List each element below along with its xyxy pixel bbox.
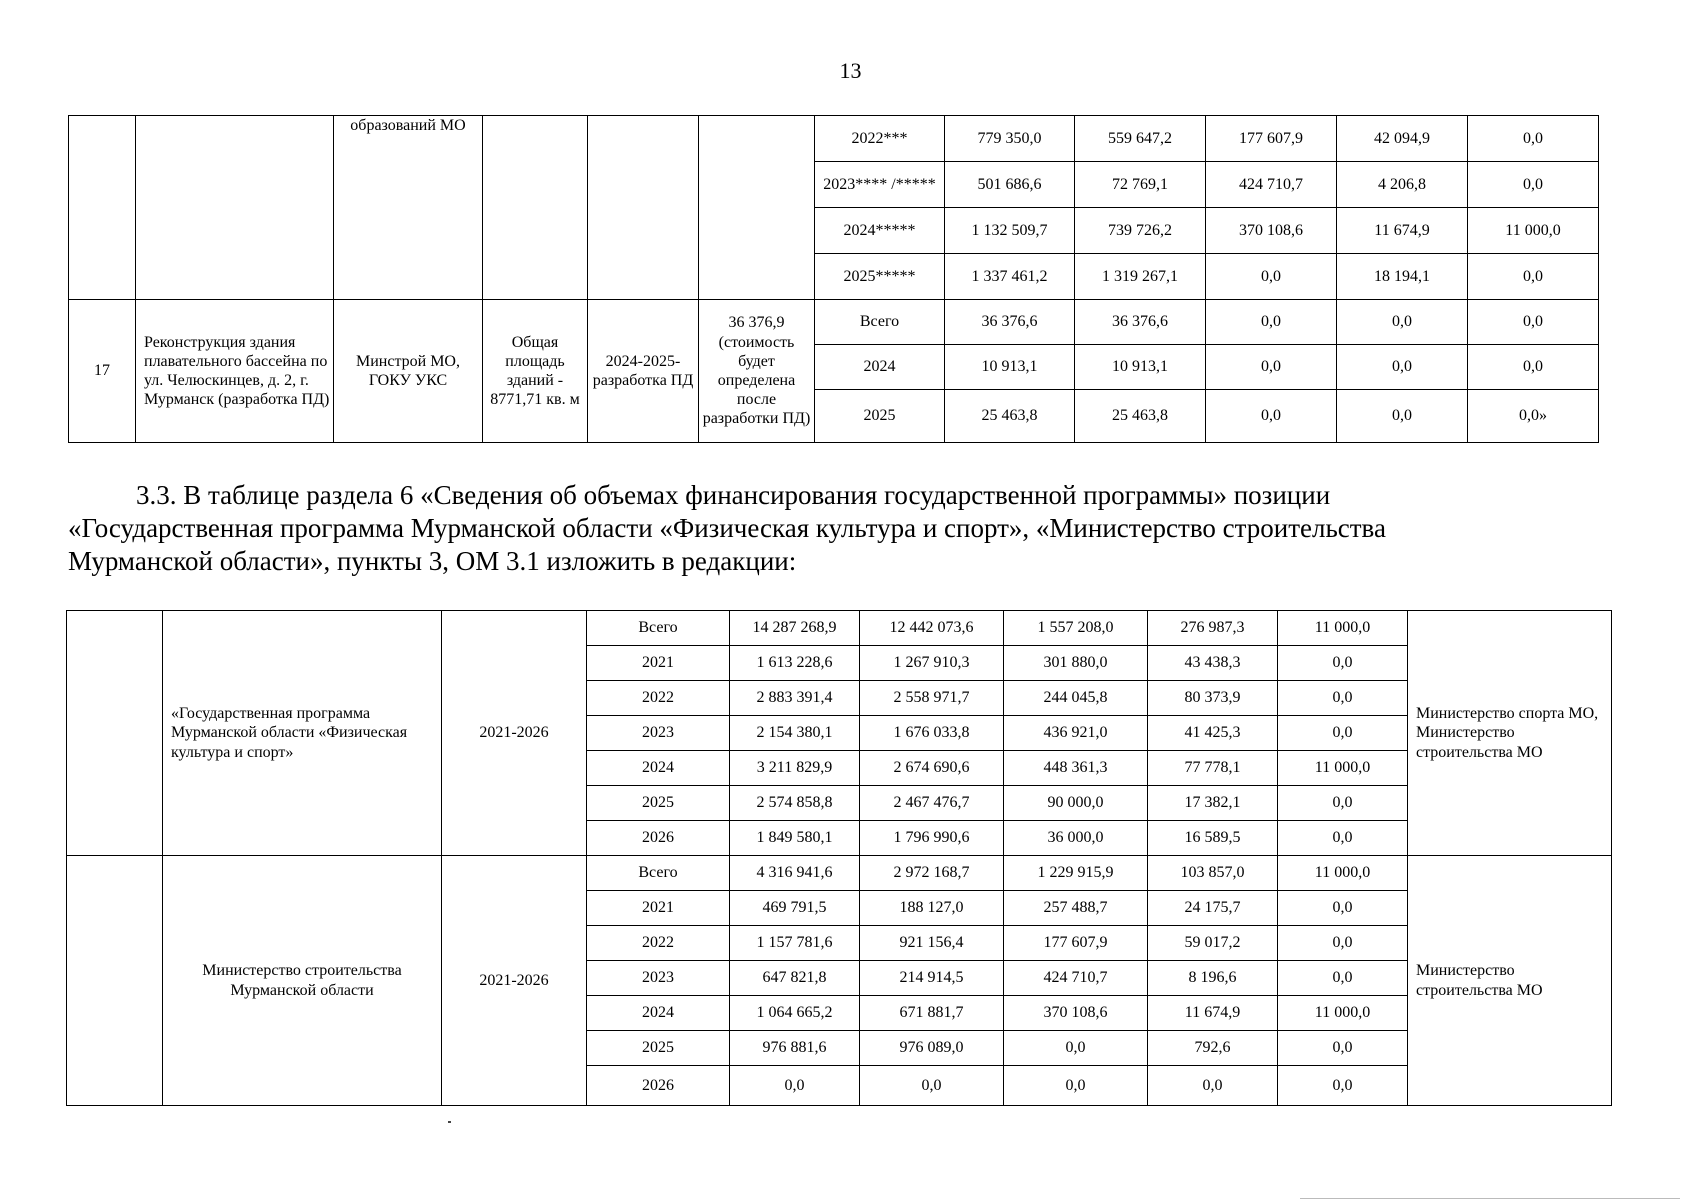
value-cell: 80 373,9 (1148, 681, 1278, 716)
total-cell: 1 157 781,6 (730, 926, 860, 961)
value-cell: 41 425,3 (1148, 716, 1278, 751)
total-cell: 3 211 829,9 (730, 751, 860, 786)
value-cell: 0,0 (860, 1066, 1004, 1106)
value-cell: 42 094,9 (1337, 116, 1468, 162)
value-cell: 24 175,7 (1148, 891, 1278, 926)
value-cell: 436 921,0 (1004, 716, 1148, 751)
value-cell: 11 000,0 (1278, 856, 1408, 891)
value-cell: 18 194,1 (1337, 254, 1468, 300)
value-cell: 177 607,9 (1004, 926, 1148, 961)
value-cell: 976 089,0 (860, 1031, 1004, 1066)
value-cell: 257 488,7 (1004, 891, 1148, 926)
value-cell: 792,6 (1148, 1031, 1278, 1066)
value-cell: 1 796 990,6 (860, 821, 1004, 856)
year-cell: 2026 (587, 821, 730, 856)
value-cell: 177 607,9 (1206, 116, 1337, 162)
year-cell: 2025***** (815, 254, 945, 300)
value-cell: 11 000,0 (1468, 208, 1599, 254)
object-cost: 36 376,9 (стоимость будет определена после разработки ПД) (699, 300, 815, 443)
cost-cell (699, 116, 815, 300)
value-cell: 0,0 (1278, 716, 1408, 751)
value-cell: 0,0 (1278, 926, 1408, 961)
value-cell: 0,0 (1337, 300, 1468, 345)
value-cell: 424 710,7 (1004, 961, 1148, 996)
value-cell: 0,0 (1468, 116, 1599, 162)
amendment-paragraph (68, 479, 1609, 578)
value-cell: 0,0 (1337, 345, 1468, 390)
total-cell: 10 913,1 (945, 345, 1075, 390)
year-cell: 2024 (815, 345, 945, 390)
num-cell (67, 611, 163, 856)
value-cell: 17 382,1 (1148, 786, 1278, 821)
year-cell: 2021 (587, 646, 730, 681)
value-cell: 739 726,2 (1075, 208, 1206, 254)
value-cell: 90 000,0 (1004, 786, 1148, 821)
year-cell: 2023 (587, 961, 730, 996)
value-cell: 301 880,0 (1004, 646, 1148, 681)
value-cell: 0,0 (1468, 162, 1599, 208)
financing-table (66, 610, 1612, 1106)
object-period: 2024-2025- разработка ПД (588, 300, 699, 443)
total-cell: 976 881,6 (730, 1031, 860, 1066)
year-cell: 2025 (587, 1031, 730, 1066)
value-cell: 559 647,2 (1075, 116, 1206, 162)
year-cell: 2025 (815, 390, 945, 443)
total-cell: 0,0 (730, 1066, 860, 1106)
value-cell: 188 127,0 (860, 891, 1004, 926)
value-cell: 448 361,3 (1004, 751, 1148, 786)
year-cell: 2026 (587, 1066, 730, 1106)
paragraph-line: «Государственная программа Мурманской области «Физическая культура и спорт», «Министерство строительства (68, 513, 1386, 543)
value-cell: 2 972 168,7 (860, 856, 1004, 891)
value-cell: 1 267 910,3 (860, 646, 1004, 681)
value-cell: 2 558 971,7 (860, 681, 1004, 716)
value-cell: 11 000,0 (1278, 751, 1408, 786)
value-cell: 59 017,2 (1148, 926, 1278, 961)
value-cell: 8 196,6 (1148, 961, 1278, 996)
value-cell: 0,0 (1148, 1066, 1278, 1106)
value-cell: 921 156,4 (860, 926, 1004, 961)
value-cell: 1 557 208,0 (1004, 611, 1148, 646)
value-cell: 0,0» (1468, 390, 1599, 443)
value-cell: 1 676 033,8 (860, 716, 1004, 751)
value-cell: 370 108,6 (1206, 208, 1337, 254)
year-cell: Всего (587, 856, 730, 891)
scan-mark (448, 1121, 451, 1123)
page-number: 13 (839, 58, 862, 83)
year-cell: 2021 (587, 891, 730, 926)
year-cell: Всего (587, 611, 730, 646)
year-cell: 2024***** (815, 208, 945, 254)
value-cell: 244 045,8 (1004, 681, 1148, 716)
value-cell: 43 438,3 (1148, 646, 1278, 681)
total-cell: 2 154 380,1 (730, 716, 860, 751)
paragraph-line: 3.3. В таблице раздела 6 «Сведения об объемах финансирования государственной программы» позиции (136, 480, 1331, 510)
total-cell: 469 791,5 (730, 891, 860, 926)
value-cell: 0,0 (1278, 1066, 1408, 1106)
value-cell: 0,0 (1004, 1031, 1148, 1066)
value-cell: 0,0 (1278, 646, 1408, 681)
value-cell: 0,0 (1278, 681, 1408, 716)
total-cell: 779 350,0 (945, 116, 1075, 162)
value-cell: 36 000,0 (1004, 821, 1148, 856)
value-cell: 11 000,0 (1278, 611, 1408, 646)
program-period: 2021-2026 (442, 856, 587, 1106)
value-cell: 2 674 690,6 (860, 751, 1004, 786)
year-cell: 2022 (587, 681, 730, 716)
item-number: 17 (69, 300, 136, 443)
value-cell: 214 914,5 (860, 961, 1004, 996)
year-cell: 2022 (587, 926, 730, 961)
total-cell: 1 849 580,1 (730, 821, 860, 856)
total-cell: 25 463,8 (945, 390, 1075, 443)
executor-cell: Министерство строительства МО (1408, 856, 1612, 1106)
value-cell: 11 674,9 (1148, 996, 1278, 1031)
value-cell: 4 206,8 (1337, 162, 1468, 208)
total-cell: 1 064 665,2 (730, 996, 860, 1031)
value-cell: 36 376,6 (1075, 300, 1206, 345)
value-cell: 72 769,1 (1075, 162, 1206, 208)
year-cell: 2023 (587, 716, 730, 751)
table-row (69, 116, 1599, 162)
value-cell: 0,0 (1468, 300, 1599, 345)
total-cell: 2 883 391,4 (730, 681, 860, 716)
value-cell: 77 778,1 (1148, 751, 1278, 786)
year-cell: 2024 (587, 996, 730, 1031)
value-cell: 276 987,3 (1148, 611, 1278, 646)
period-cell (588, 116, 699, 300)
value-cell: 0,0 (1468, 254, 1599, 300)
value-cell: 10 913,1 (1075, 345, 1206, 390)
customer-cell: образований МО (334, 116, 483, 300)
object-customer: Минстрой МО, ГОКУ УКС (334, 300, 483, 443)
footer-rule (1300, 1198, 1680, 1199)
value-cell: 0,0 (1278, 961, 1408, 996)
table-row (69, 300, 1599, 345)
value-cell: 370 108,6 (1004, 996, 1148, 1031)
total-cell: 4 316 941,6 (730, 856, 860, 891)
num-cell (69, 116, 136, 300)
program-period: 2021-2026 (442, 611, 587, 856)
program-name: Министерство строительства Мурманской области (163, 856, 442, 1106)
name-cell (136, 116, 334, 300)
value-cell: 0,0 (1278, 821, 1408, 856)
value-cell: 0,0 (1004, 1066, 1148, 1106)
year-cell: 2023**** /***** (815, 162, 945, 208)
value-cell: 0,0 (1278, 786, 1408, 821)
paragraph-line: Мурманской области», пункты 3, ОМ 3.1 изложить в редакции: (68, 546, 797, 576)
total-cell: 501 686,6 (945, 162, 1075, 208)
value-cell: 0,0 (1206, 390, 1337, 443)
year-cell: 2024 (587, 751, 730, 786)
value-cell: 671 881,7 (860, 996, 1004, 1031)
value-cell: 1 229 915,9 (1004, 856, 1148, 891)
num-cell (67, 856, 163, 1106)
total-cell: 1 132 509,7 (945, 208, 1075, 254)
value-cell: 0,0 (1206, 254, 1337, 300)
year-cell: Всего (815, 300, 945, 345)
total-cell: 14 287 268,9 (730, 611, 860, 646)
value-cell: 12 442 073,6 (860, 611, 1004, 646)
value-cell: 0,0 (1206, 300, 1337, 345)
table-row (67, 611, 1612, 646)
value-cell: 11 000,0 (1278, 996, 1408, 1031)
value-cell: 0,0 (1206, 345, 1337, 390)
value-cell: 1 319 267,1 (1075, 254, 1206, 300)
year-cell: 2025 (587, 786, 730, 821)
value-cell: 103 857,0 (1148, 856, 1278, 891)
value-cell: 0,0 (1337, 390, 1468, 443)
capacity-cell (483, 116, 588, 300)
table-row (67, 856, 1612, 891)
value-cell: 0,0 (1278, 891, 1408, 926)
value-cell: 16 589,5 (1148, 821, 1278, 856)
object-capacity: Общая площадь зданий - 8771,71 кв. м (483, 300, 588, 443)
program-name: «Государственная программа Мурманской области «Физическая культура и спорт» (163, 611, 442, 856)
total-cell: 647 821,8 (730, 961, 860, 996)
total-cell: 36 376,6 (945, 300, 1075, 345)
value-cell: 25 463,8 (1075, 390, 1206, 443)
object-name: Реконструкция здания плавательного бассейна по ул. Челюскинцев, д. 2, г. Мурманск (разработка ПД) (136, 300, 334, 443)
value-cell: 0,0 (1278, 1031, 1408, 1066)
year-cell: 2022*** (815, 116, 945, 162)
value-cell: 11 674,9 (1337, 208, 1468, 254)
executor-cell: Министерство спорта МО, Министерство строительства МО (1408, 611, 1612, 856)
total-cell: 2 574 858,8 (730, 786, 860, 821)
total-cell: 1 337 461,2 (945, 254, 1075, 300)
value-cell: 2 467 476,7 (860, 786, 1004, 821)
value-cell: 0,0 (1468, 345, 1599, 390)
objects-table (68, 115, 1599, 443)
total-cell: 1 613 228,6 (730, 646, 860, 681)
value-cell: 424 710,7 (1206, 162, 1337, 208)
